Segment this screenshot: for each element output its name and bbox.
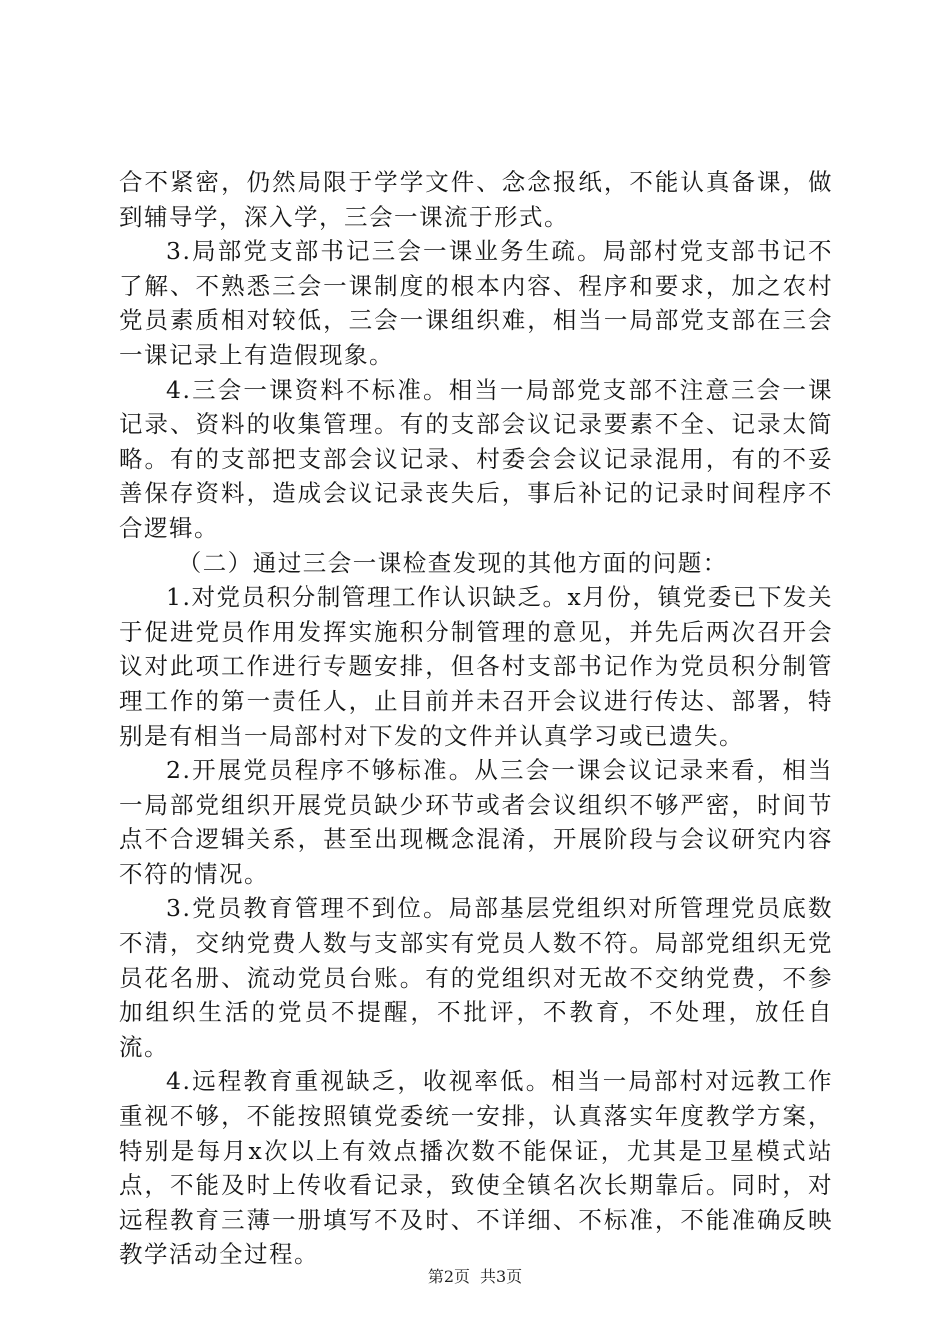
page-footer bbox=[0, 1264, 950, 1287]
page-number: 第2页 bbox=[427, 1267, 470, 1286]
paragraph-item-4-materials: 4.三会一课资料不标准。相当一局部党支部不注意三会一课记录、资料的收集管理。有的支部会议记录要素不全、记录太简略。有的支部把支部会议记录、村委会会议记录混用，有的不妥善保存资料，造成会议记录丧失后，事后补记的记录时间程序不合逻辑。 bbox=[119, 375, 833, 542]
document-body bbox=[119, 165, 833, 1272]
paragraph-item-4-remote-education: 4.远程教育重视缺乏，收视率低。相当一局部村对远教工作重视不够，不能按照镇党委统一安排，认真落实年度教学方案，特别是每月x次以上有效点播次数不能保证，尤其是卫星模式站点，不能及时上传收看记录，致使全镇名次长期靠后。同时，对远程教育三薄一册填写不及时、不详细、不标准，不能准确反映教学活动全过程。 bbox=[119, 1067, 833, 1269]
paragraph-item-3-secretary: 3.局部党支部书记三会一课业务生疏。局部村党支部书记不了解、不熟悉三会一课制度的根本内容、程序和要求，加之农村党员素质相对较低，三会一课组织难，相当一局部党支部在三会一课记录上有造假现象。 bbox=[119, 237, 833, 369]
paragraph-continuation: 合不紧密，仍然局限于学学文件、念念报纸，不能认真备课，做到辅导学，深入学，三会一课流于形式。 bbox=[119, 168, 833, 231]
paragraph-item-2-procedure: 2.开展党员程序不够标准。从三会一课会议记录来看，相当一局部党组织开展党员缺少环节或者会议组织不够严密，时间节点不合逻辑关系，甚至出现概念混淆，开展阶段与会议研究内容不符的情况。 bbox=[119, 756, 833, 888]
page-total: 共3页 bbox=[480, 1267, 523, 1286]
section-heading-other-issues: （二）通过三会一课检查发现的其他方面的问题： bbox=[177, 548, 728, 577]
paragraph-item-3-education: 3.党员教育管理不到位。局部基层党组织对所管理党员底数不清，交纳党费人数与支部实有党员人数不符。局部党组织无党员花名册、流动党员台账。有的党组织对无故不交纳党费，不参加组织生活的党员不提醒，不批评，不教育，不处理，放任自流。 bbox=[119, 894, 833, 1061]
paragraph-item-1-points-system: 1.对党员积分制管理工作认识缺乏。x月份，镇党委已下发关于促进党员作用发挥实施积分制管理的意见，并先后两次召开会议对此项工作进行专题安排，但各村支部书记作为党员积分制管理工作的第一责任人，止目前并未召开会议进行传达、部署，特别是有相当一局部村对下发的文件并认真学习或已遗失。 bbox=[119, 583, 833, 750]
